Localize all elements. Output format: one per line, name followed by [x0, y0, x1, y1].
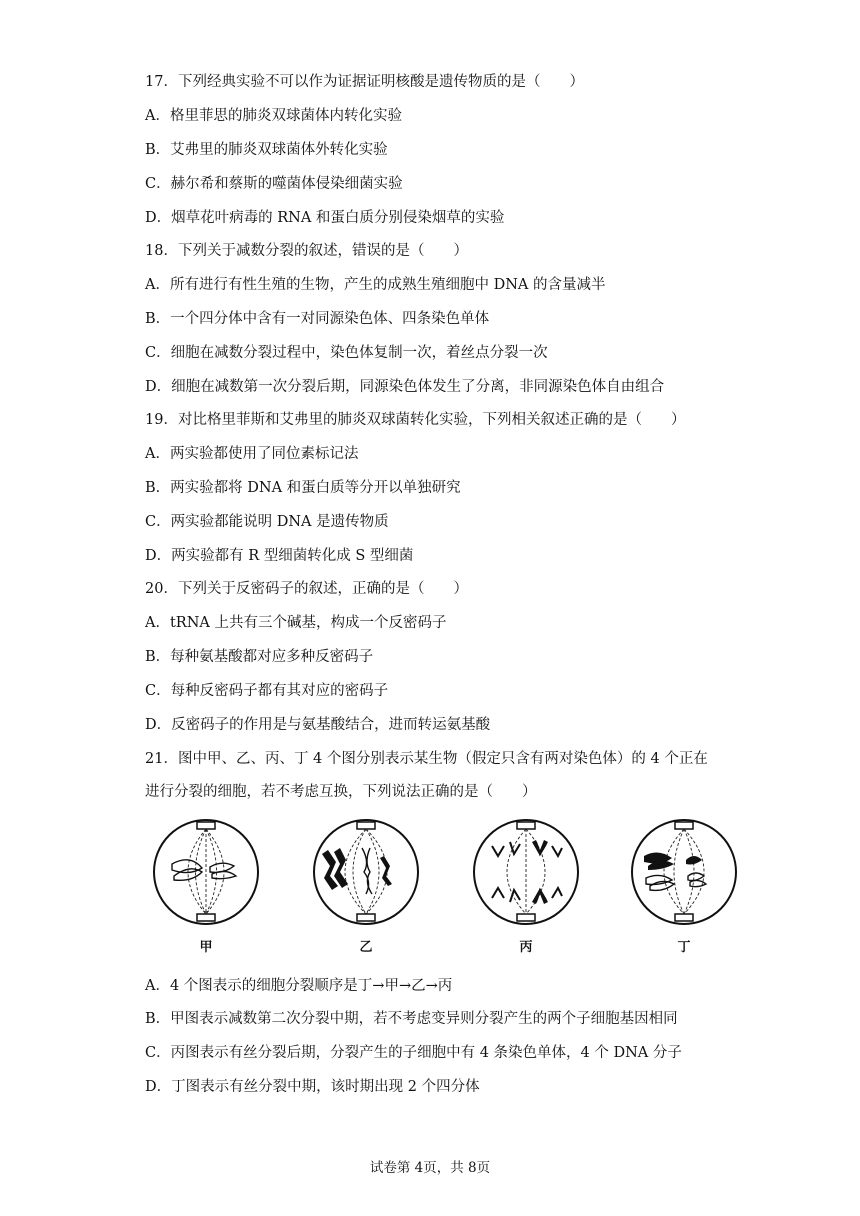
q21-option-d: D．丁图表示有丝分裂中期，该时期出现 2 个四分体	[145, 1079, 480, 1095]
q19-stem: 19．对比格里菲斯和艾弗里的肺炎双球菌转化实验，下列相关叙述正确的是（ ）	[145, 412, 686, 428]
q18-option-d: D．细胞在减数第一次分裂后期，同源染色体发生了分离，非同源染色体自由组合	[145, 379, 665, 395]
q20-option-c: C．每种反密码子都有其对应的密码子	[145, 683, 389, 699]
q21-option-a: A．4 个图表示的细胞分裂顺序是丁→甲→乙→丙	[145, 978, 453, 994]
page-footer: 试卷第 4页，共 8页	[369, 1160, 491, 1176]
cell-ding	[628, 812, 758, 962]
cell-ding-drawing	[628, 812, 758, 937]
q18-option-a: A．所有进行有性生殖的生物，产生的成熟生殖细胞中 DNA 的含量减半	[145, 277, 606, 293]
cell-bing-drawing	[470, 812, 600, 937]
cell-division-figure	[140, 812, 720, 962]
q20-option-b: B．每种氨基酸都对应多种反密码子	[145, 649, 374, 665]
q21-stem-line2: 进行分裂的细胞，若不考虑互换，下列说法正确的是（ ）	[145, 784, 537, 800]
q21-option-c: C．丙图表示有丝分裂后期，分裂产生的子细胞中有 4 条染色单体，4 个 DNA 分子	[145, 1045, 682, 1061]
q19-option-a: A．两实验都使用了同位素标记法	[145, 446, 359, 462]
q17-option-c: C．赫尔希和蔡斯的噬菌体侵染细菌实验	[145, 176, 403, 192]
q17-option-d: D．烟草花叶病毒的 RNA 和蛋白质分别侵染烟草的实验	[145, 210, 505, 226]
q21-stem-line1: 21．图中甲、乙、丙、丁 4 个图分别表示某生物（假定只含有两对染色体）的 4 个正在	[145, 751, 708, 767]
caption-bing: 丙	[519, 940, 533, 955]
q19-option-c: C．两实验都能说明 DNA 是遗传物质	[145, 514, 389, 530]
q17-option-b: B．艾弗里的肺炎双球菌体外转化实验	[145, 142, 388, 158]
q19-option-b: B．两实验都将 DNA 和蛋白质等分开以单独研究	[145, 480, 461, 496]
q17-stem: 17．下列经典实验不可以作为证据证明核酸是遗传物质的是（ ）	[145, 74, 584, 90]
q17-option-a: A．格里菲思的肺炎双球菌体内转化实验	[145, 108, 402, 124]
q19-option-d: D．两实验都有 R 型细菌转化成 S 型细菌	[145, 548, 414, 564]
cell-bing	[470, 812, 600, 962]
q18-option-c: C．细胞在减数分裂过程中，染色体复制一次，着丝点分裂一次	[145, 345, 548, 361]
caption-ding: 丁	[677, 940, 691, 955]
caption-jia: 甲	[199, 940, 213, 955]
cell-jia	[150, 812, 280, 962]
q18-option-b: B．一个四分体中含有一对同源染色体、四条染色单体	[145, 311, 490, 327]
cell-jia-drawing	[150, 812, 280, 937]
cell-yi-drawing	[310, 812, 440, 937]
q21-option-b: B．甲图表示减数第二次分裂中期，若不考虑变异则分裂产生的两个子细胞基因相同	[145, 1011, 678, 1027]
q18-stem: 18．下列关于减数分裂的叙述，错误的是（ ）	[145, 243, 468, 259]
q20-option-a: A．tRNA 上共有三个碱基，构成一个反密码子	[145, 615, 447, 631]
q20-stem: 20．下列关于反密码子的叙述，正确的是（ ）	[145, 581, 468, 597]
caption-yi: 乙	[359, 940, 373, 955]
q20-option-d: D．反密码子的作用是与氨基酸结合，进而转运氨基酸	[145, 717, 491, 733]
cell-yi	[310, 812, 440, 962]
